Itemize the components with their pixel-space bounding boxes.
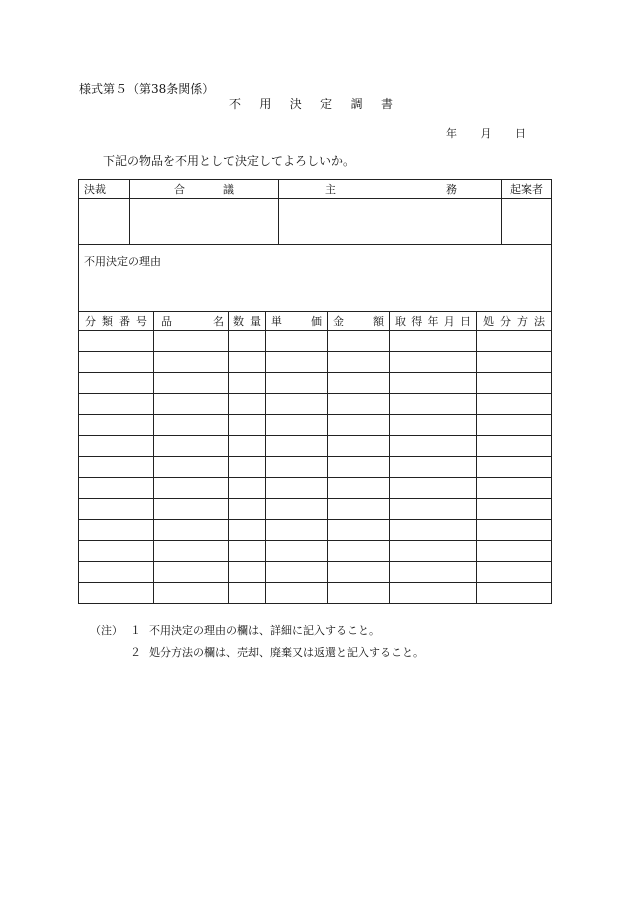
table-cell[interactable] [328,583,390,604]
table-cell[interactable] [229,478,266,499]
table-cell[interactable] [79,436,154,457]
table-row [79,583,552,604]
items-header-row [79,312,552,331]
table-cell[interactable] [229,583,266,604]
table-cell[interactable] [154,541,229,562]
kessai-header: 決裁 [79,180,130,199]
form-id: 様式第５（第38条関係） [79,82,215,96]
table-cell[interactable] [229,541,266,562]
col-tanka: 単 価 [266,312,328,331]
table-cell[interactable] [477,415,552,436]
table-cell[interactable] [154,415,229,436]
table-cell[interactable] [477,457,552,478]
title-char: 書 [380,97,393,111]
table-cell[interactable] [477,394,552,415]
note-label: （注） [90,624,123,637]
table-cell[interactable] [328,520,390,541]
table-cell[interactable] [229,331,266,352]
table-cell[interactable] [229,562,266,583]
table-cell[interactable] [390,394,477,415]
col-kingaku: 金 額 [328,312,390,331]
table-cell[interactable] [154,373,229,394]
reason-label: 不用決定の理由 [84,255,161,268]
table-cell[interactable] [477,352,552,373]
table-cell[interactable] [229,499,266,520]
shumu-header: 主 務 [279,180,502,199]
table-cell[interactable] [266,520,328,541]
table-cell[interactable] [266,499,328,520]
table-cell[interactable] [154,394,229,415]
table-cell[interactable] [266,562,328,583]
table-cell[interactable] [154,562,229,583]
table-cell[interactable] [79,499,154,520]
table-cell[interactable] [79,478,154,499]
note-1-number: １ [130,624,141,637]
table-cell[interactable] [154,583,229,604]
table-cell[interactable] [79,457,154,478]
table-cell[interactable] [390,583,477,604]
table-cell[interactable] [266,436,328,457]
table-cell[interactable] [229,394,266,415]
note-2-text: 処分方法の欄は、売却、廃棄又は返還と記入すること。 [149,646,424,659]
table-cell[interactable] [390,499,477,520]
table-cell[interactable] [79,415,154,436]
items-table [78,311,552,604]
table-cell[interactable] [154,457,229,478]
gigi-cell[interactable] [130,199,279,245]
title-char: 不 [229,97,242,111]
table-cell[interactable] [390,331,477,352]
reason-box[interactable] [78,244,552,311]
table-cell[interactable] [154,478,229,499]
col-hinmei: 品 名 [154,312,229,331]
table-row [79,373,552,394]
table-cell[interactable] [229,352,266,373]
table-cell[interactable] [477,541,552,562]
table-cell[interactable] [266,394,328,415]
table-cell[interactable] [266,478,328,499]
table-cell[interactable] [266,457,328,478]
table-cell[interactable] [79,541,154,562]
table-cell[interactable] [154,331,229,352]
table-cell[interactable] [328,436,390,457]
table-cell[interactable] [328,541,390,562]
table-cell[interactable] [154,436,229,457]
table-cell[interactable] [328,478,390,499]
document-title [229,95,393,112]
table-row [79,352,552,373]
kessai-cell[interactable] [79,199,130,245]
table-cell[interactable] [154,352,229,373]
table-cell[interactable] [229,373,266,394]
table-cell[interactable] [229,415,266,436]
shumu-cell[interactable] [279,199,502,245]
table-cell[interactable] [328,415,390,436]
table-cell[interactable] [390,436,477,457]
table-cell[interactable] [229,436,266,457]
table-cell[interactable] [477,499,552,520]
table-row [79,499,552,520]
table-cell[interactable] [266,583,328,604]
table-cell[interactable] [390,352,477,373]
note-2-number: ２ [130,646,141,659]
table-cell[interactable] [79,562,154,583]
table-cell[interactable] [266,352,328,373]
table-cell[interactable] [154,520,229,541]
table-cell[interactable] [390,415,477,436]
note-1-text: 不用決定の理由の欄は、詳細に記入すること。 [149,624,380,637]
kian-cell[interactable] [502,199,552,245]
table-cell[interactable] [79,331,154,352]
title-char: 用 [259,97,272,111]
table-cell[interactable] [266,331,328,352]
table-cell[interactable] [328,562,390,583]
table-row [79,415,552,436]
table-cell[interactable] [390,541,477,562]
table-cell[interactable] [79,373,154,394]
table-row [79,520,552,541]
table-cell[interactable] [477,478,552,499]
col-suryo: 数 量 [229,312,266,331]
table-cell[interactable] [477,436,552,457]
table-cell[interactable] [266,415,328,436]
table-cell[interactable] [328,499,390,520]
table-row [79,541,552,562]
year-label: 年 [446,127,457,140]
table-cell[interactable] [229,457,266,478]
table-cell[interactable] [79,394,154,415]
gigi-header: 合 議 [130,180,279,199]
table-cell[interactable] [328,331,390,352]
table-cell[interactable] [390,520,477,541]
table-cell[interactable] [477,331,552,352]
table-row [79,457,552,478]
table-cell[interactable] [328,373,390,394]
table-cell[interactable] [390,373,477,394]
table-cell[interactable] [328,352,390,373]
kian-header: 起案者 [502,180,552,199]
table-cell[interactable] [328,457,390,478]
table-cell[interactable] [79,583,154,604]
table-cell[interactable] [79,520,154,541]
title-char: 調 [350,97,363,111]
title-char: 決 [289,97,302,111]
table-cell[interactable] [390,562,477,583]
table-row [79,394,552,415]
table-cell[interactable] [154,499,229,520]
col-shutoku-nengappi: 取 得 年 月 日 [390,312,477,331]
table-cell[interactable] [79,352,154,373]
title-char: 定 [320,97,333,111]
table-cell[interactable] [266,541,328,562]
month-label: 月 [480,127,492,140]
table-cell[interactable] [390,478,477,499]
table-row [79,331,552,352]
table-cell[interactable] [266,373,328,394]
table-cell[interactable] [477,520,552,541]
col-bunrui-bango: 分 類 番 号 [79,312,154,331]
col-shobun-hoho: 処 分 方 法 [477,312,552,331]
day-label: 日 [515,127,526,140]
table-row [79,436,552,457]
table-row [79,478,552,499]
table-cell[interactable] [477,373,552,394]
table-cell[interactable] [229,520,266,541]
table-cell[interactable] [390,457,477,478]
table-cell[interactable] [477,562,552,583]
date-line [446,125,526,141]
intro-text: 下記の物品を不用として決定してよろしいか。 [103,154,356,168]
table-row [79,562,552,583]
table-cell[interactable] [477,583,552,604]
table-cell[interactable] [328,394,390,415]
approval-table [78,179,552,245]
